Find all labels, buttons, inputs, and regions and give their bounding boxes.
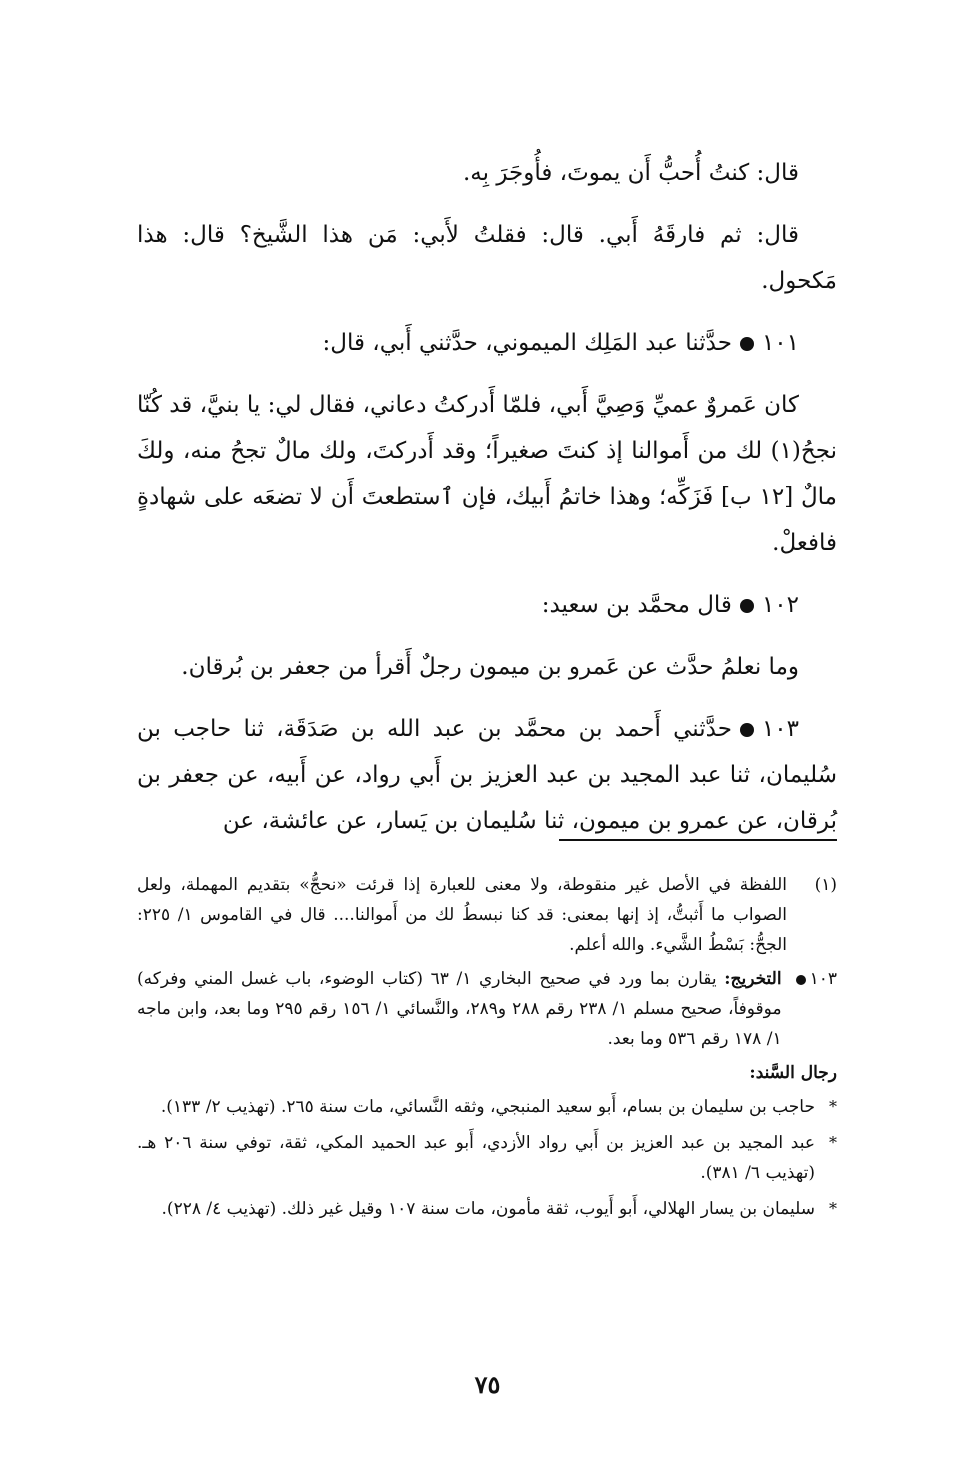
entry-101-isnad: حدَّثنا عبد المَلِك الميموني، حدَّثني أَبي، قال:	[322, 330, 732, 356]
paragraph-1: قال: كنتُ أُحبُّ أَن يموتَ، فأُوجَرَ بِه.	[463, 160, 799, 186]
bullet-icon	[740, 599, 754, 613]
takhrij-label: التخريج:	[724, 969, 782, 989]
entry-102-heading	[137, 582, 837, 628]
footnote-103-body	[137, 964, 782, 1054]
entry-102-isnad: قال محمَّد بن سعيد:	[541, 592, 732, 618]
footnote-1-label: (١)	[814, 875, 837, 895]
bullet-icon	[740, 723, 754, 737]
narrator-item	[137, 1092, 837, 1122]
takhrij-text: يقارن بما ورد في صحيح البخاري ١/ ٦٣ (كتاب الوضوء، باب غسل المني وفركه) موقوفاً، صحيح مسلم ١/ ٢٣٨ رقم ٢٨٨ و٢٨٩، والنَّسائي ١/ ١٥٦ رقم ٢٩٥ وما بعد، وابن ماجه ١/ ١٧٨ رقم ٥٣٦ وما بعد.	[137, 969, 782, 1049]
asterisk-icon: *	[829, 1199, 837, 1218]
paragraph-2: قال: ثم فارقَهُ أَبي. قال: فقلتُ لأَبي: مَن هذا الشَّيخ؟ قال: هذا مَكحول.	[137, 222, 837, 294]
entry-101-body: كان عَمروٌ عميِّ وَصِيَّ أَبي، فلمّا أَدركتُ دعاني، فقال لي: يا بنيَّ، قد كُنّا نجحُ(١) لك من أَموالنا إذ كنتَ صغيراً؛ وقد أَدركتَ، ولك مالٌ تجحُ منه، ولكَ مالٌ [١٢ ب] فَزَكِّه؛ وهذا خاتمُ أَبيك، فإن ٱستطعتَ أَن لا تضعَه على شهادةٍ فافعلْ.	[137, 392, 837, 556]
rijal-heading: رجال السَّند:	[749, 1063, 837, 1083]
footnotes-block	[137, 870, 837, 1230]
main-text-block	[137, 150, 837, 860]
narrator-text: حاجب بن سليمان بن بسام، أَبو سعيد المنبجي، وثقه النَّسائي، مات سنة ٢٦٥. (تهذيب ٢/ ١٣٣).	[160, 1097, 815, 1117]
asterisk-icon: *	[829, 1133, 837, 1152]
footnote-separator	[559, 839, 837, 841]
entry-102-number: ١٠٢	[761, 592, 799, 618]
asterisk-icon: *	[829, 1097, 837, 1116]
entry-103-isnad: حدَّثني أَحمد بن محمَّد بن عبد الله بن صَدَقَة، ثنا حاجب بن سُليمان، ثنا عبد المجيد بن عبد العزيز بن أَبي رواد، عن أَبيه، عن جعفر بن بُرقان، عن عمرو بن ميمون، ثنا سُليمان بن يَسار، عن عائشة، عن	[137, 716, 837, 834]
narrator-item	[137, 1194, 837, 1224]
page-number: ٧٥	[474, 1370, 501, 1399]
bullet-icon	[740, 337, 754, 351]
narrator-text: عبد المجيد بن عبد العزيز بن أَبي رواد الأزدي، أَبو عبد الحميد المكي، ثقة، توفي سنة ٢٠٦ هـ. (تهذيب ٦/ ٣٨١).	[137, 1133, 815, 1183]
footnote-103	[137, 964, 837, 1054]
entry-102-body: وما نعلمُ حدَّث عن عَمرو بن ميمون رجلٌ أَقرأ من جعفر بن بُرقان.	[181, 654, 799, 680]
entry-103-heading	[137, 706, 837, 844]
entry-103-number: ١٠٣	[761, 716, 799, 742]
narrator-item	[137, 1128, 837, 1188]
bullet-icon	[796, 975, 806, 985]
entry-101-number: ١٠١	[761, 330, 799, 356]
entry-101-heading	[137, 320, 837, 366]
footnote-1-text: اللفظة في الأصل غير منقوطة، ولا معنى للعبارة إذا قرئت «نحجُّ» بتقديم المهملة، ولعل الصواب ما أَثبتُّ، إذ إنها بمعنى: قد كنا نبسطُ لك من أَموالنا.... قال في القاموس ١/ ٢٢٥: الجحُّ: بَسْطُ الشَّيء. والله أعلم.	[137, 875, 787, 955]
footnote-103-label	[792, 964, 837, 1054]
footnote-1	[137, 870, 837, 960]
narrator-text: سليمان بن يسار الهلالي، أَبو أَيوب، ثقة مأمون، مات سنة ١٠٧ وقيل غير ذلك. (تهذيب ٤/ ٢٢٨).	[161, 1199, 815, 1219]
footnote-103-number: ١٠٣	[809, 969, 837, 989]
